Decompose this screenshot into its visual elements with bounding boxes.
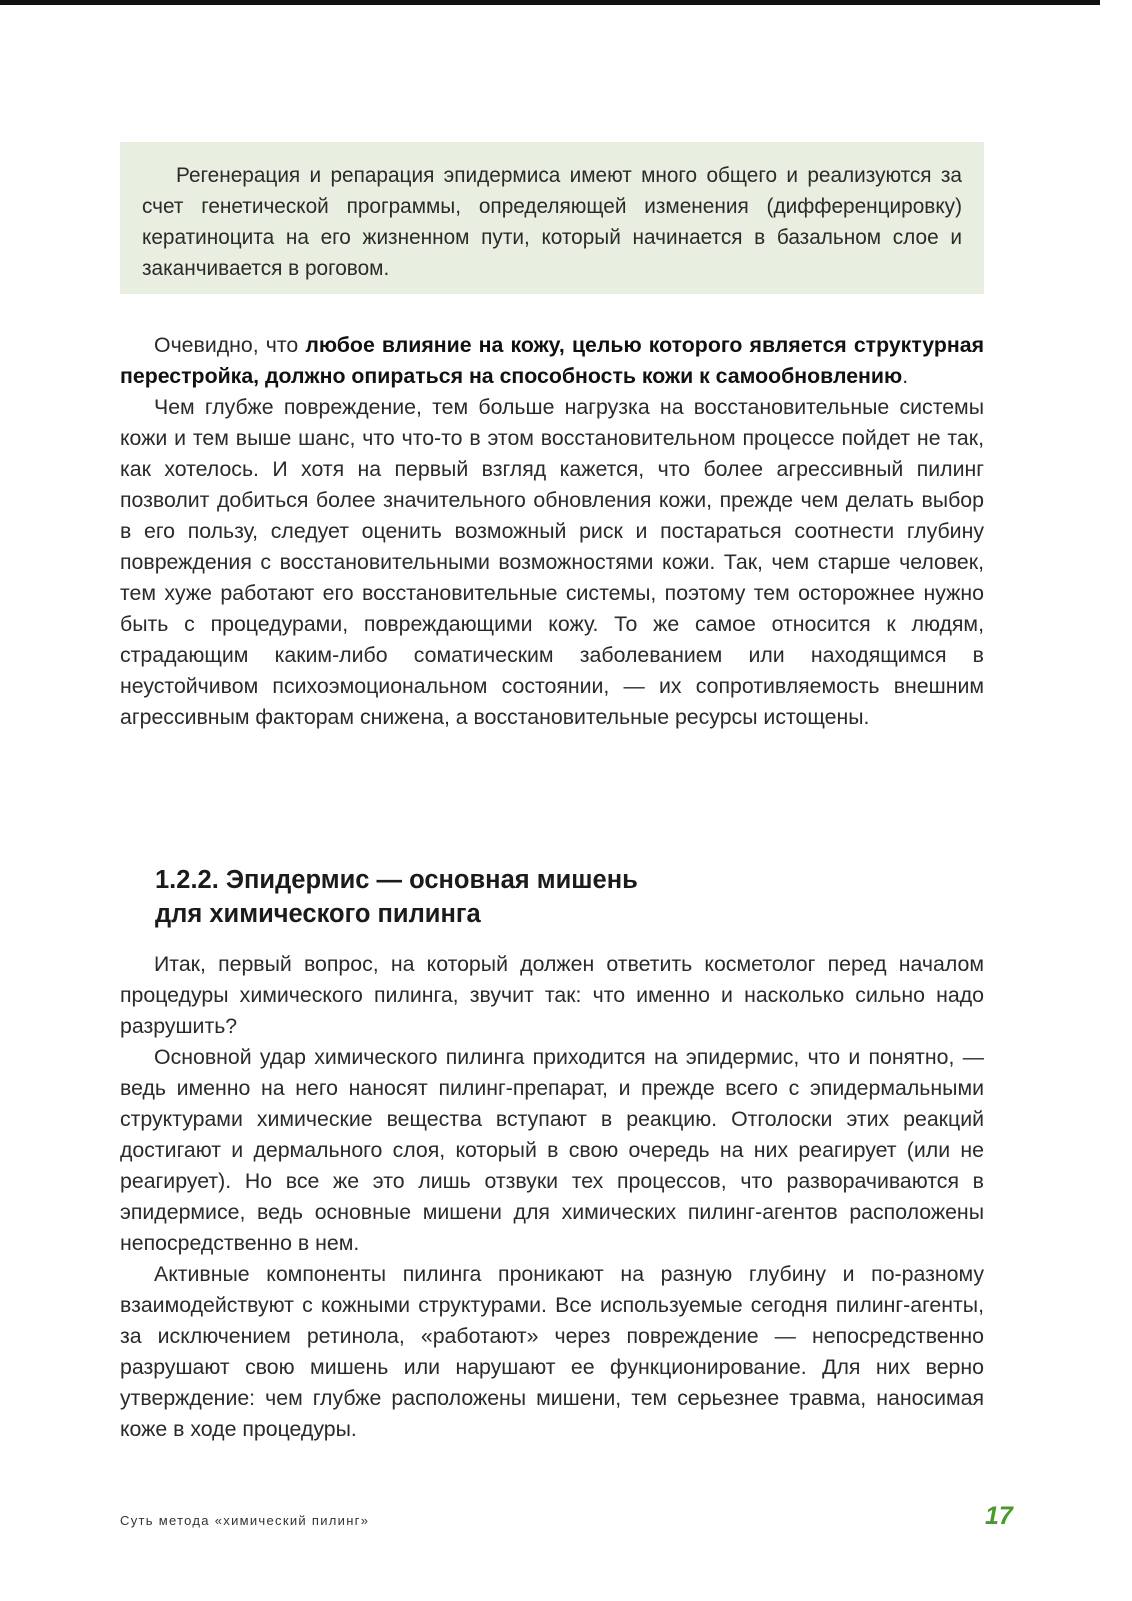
callout-text: Регенерация и репарация эпидермиса имеют много общего и реализуются за счет генетической программы, определяющей изменения (дифференцировку) кератиноцита на его жизненном пути, который начинается в базальном слое и заканчивается в роговом. [142,164,962,280]
section-heading-line1: 1.2.2. Эпидермис — основная мишень [155,866,638,894]
paragraph-epidermis-target: Основной удар химического пилинга приходится на эпидермис, что и понятно, — ведь именно на него наносят пилинг-препарат, и прежде всего с эпидермальными структурами химические вещества вступают в реакцию. Отголоски этих реакций достигают и дермального слоя, который в свою очередь на них реагирует (или не реагирует). Но все же это лишь отзвуки тех процессов, что разворачиваются в эпидермисе, ведь основные мишени для химических пилинг-агентов расположены непосредственно в нем. [120,1045,984,1255]
section-heading-line2: для химического пилинга [155,900,481,928]
top-rule [0,0,1100,5]
body-section-2 [120,949,984,1445]
paragraph-damage-depth: Чем глубже повреждение, тем больше нагрузка на восстановительные системы кожи и тем выше шанс, что что-то в этом восстановительном процессе пойдет не так, как хотелось. И хотя на первый взгляд кажется, что более агрессивный пилинг позволит добиться более значительного обновления кожи, прежде чем делать выбор в его пользу, следует оценить возможный риск и постараться соотнести глубину повреждения с восстановительными возможностями кожи. Так, чем старше человек, тем хуже работают его восстановительные системы, поэтому тем осторожнее нужно быть с процедурами, повреждающими кожу. То же самое относится к людям, страдающим каким-либо соматическим заболеванием или находящимся в неустойчивом психоэмоциональном состоянии, — их сопротивляемость внешним агрессивным факторам снижена, а восстановительные ресурсы истощены. [120,395,984,729]
running-footer-title: Суть метода «химический пилинг» [120,1513,370,1528]
paragraph-emphasis-lead: Очевидно, что [154,333,306,357]
paragraph-emphasis-tail: . [902,364,909,388]
paragraph-active-components: Активные компоненты пилинга проникают на разную глубину и по-разному взаимодействуют с кожными структурами. Все используемые сегодня пилинг-агенты, за исключением ретинола, «работают» через повреждение — непосредственно разрушают свою мишень или нарушают ее функционирование. Для них верно утверждение: чем глубже расположены мишени, тем серьезнее травма, наносимая коже в ходе процедуры. [120,1262,984,1441]
callout-box [120,142,984,294]
body-section-1 [120,330,984,733]
paragraph-emphasis [120,330,984,392]
paragraph-emphasis-bold: любое влияние на кожу, целью которого является структурная перестройка, должно опираться на способность кожи к самообновлению [120,333,984,388]
paragraph-first-question: Итак, первый вопрос, на который должен ответить косметолог перед началом процедуры химического пилинга, звучит так: что именно и насколько сильно надо разрушить? [120,952,984,1038]
page-number: 17 [985,1502,1013,1530]
section-heading [155,863,915,931]
